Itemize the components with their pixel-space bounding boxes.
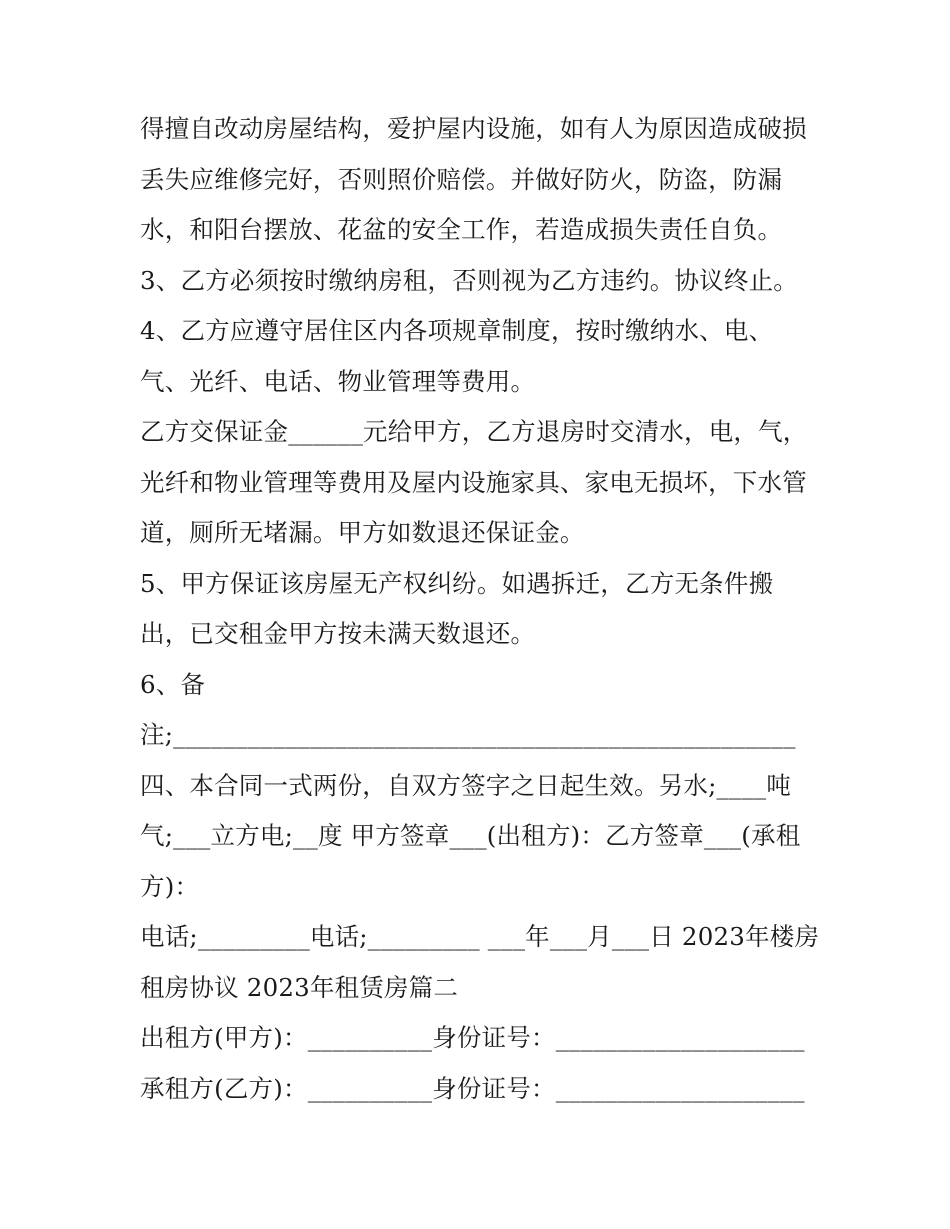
phone-date-line: 电话;_________电话;_________ ___年___月___日 2023年楼房 [140,922,820,951]
text-line: 4、乙方应遵守居住区内各项规章制度，按时缴纳水、电、 [140,316,774,345]
text-line: 乙方交保证金______元给甲方，乙方退房时交清水，电，气， [140,417,808,446]
text-line: 气、光纤、电话、物业管理等费用。 [140,366,536,396]
text-line: 道，厕所无堵漏。甲方如数退还保证金。 [140,518,585,547]
lessee-line: 承租方(乙方)：__________身份证号：____________________ [140,1073,805,1103]
text-line: 水，和阳台摆放、花盆的安全工作，若造成损失责任自负。 [140,215,783,244]
text-line: 得擅自改动房屋结构，爱护屋内设施，如有人为原因造成破损 [140,114,807,143]
text-line: 方)： [140,871,200,901]
document-body [140,104,820,1114]
text-line: 3、乙方必须按时缴纳房租，否则视为乙方违约。协议终止。 [140,265,798,295]
text-line: 丢失应维修完好，否则照价赔偿。并做好防火，防盗，防漏 [140,164,783,194]
section-title-line: 租房协议 2023年租赁房篇二 [140,972,459,1002]
lessor-line: 出租方(甲方)：__________身份证号：____________________ [140,1023,805,1052]
text-line: 6、备 [140,669,206,699]
text-line: 5、甲方保证该房屋无产权纠纷。如遇拆迁，乙方无条件搬 [140,568,774,598]
text-line: 光纤和物业管理等费用及屋内设施家具、家电无损坏，下水管 [140,467,807,497]
text-line: 出，已交租金甲方按未满天数退还。 [140,619,536,648]
remarks-line: 注;__________________________________________________ [140,720,796,749]
text-line: 四、本合同一式两份，自双方签字之日起生效。另水;____吨 [140,770,792,800]
text-line: 气;___立方电;__度 甲方签章___(出租方)：乙方签章___(承租 [140,821,801,850]
